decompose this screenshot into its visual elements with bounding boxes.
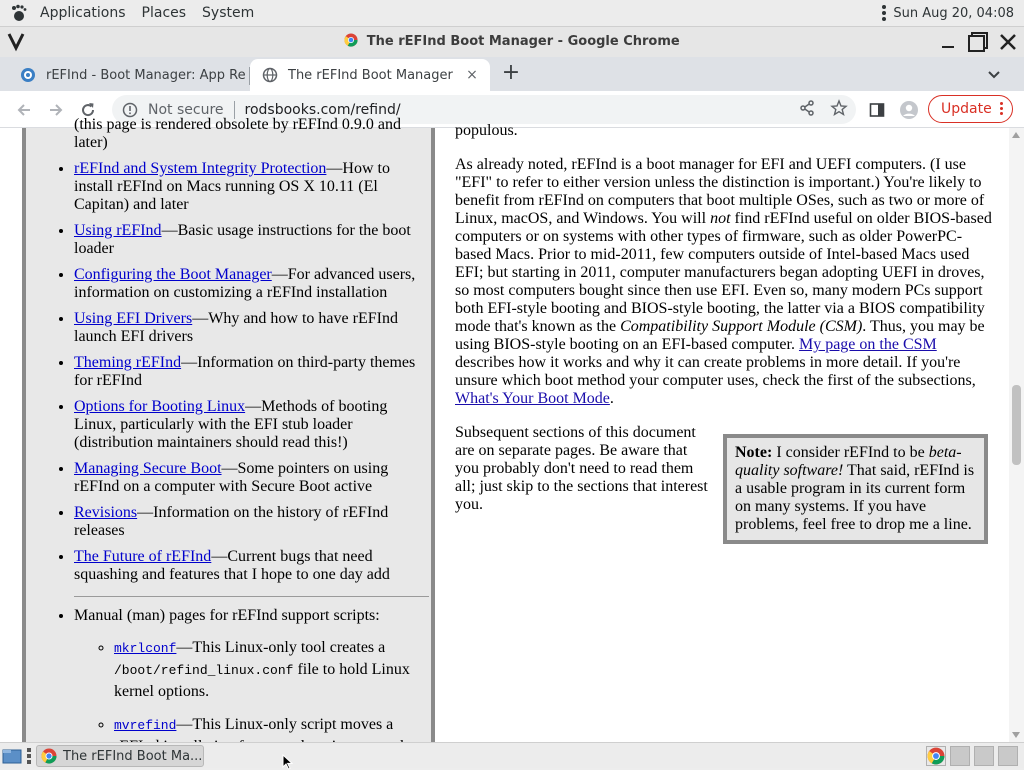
toc-item-text: —Information on the history of rEFInd releases (74, 504, 389, 539)
toc-link-revisions[interactable]: Revisions (74, 504, 138, 521)
subsequent-paragraph: Subsequent sections of this document are on separate pages. Be aware that you probably don't need to read them all; just skip to the sections that interest you. (455, 424, 708, 513)
toc-link-linux[interactable]: Options for Booting Linux (74, 398, 246, 415)
applications-menu[interactable]: Applications (40, 5, 126, 21)
tab-refind-boot-manager[interactable] (250, 59, 490, 91)
workspace-1[interactable] (950, 746, 970, 766)
taskbar-window-chrome[interactable] (36, 745, 204, 767)
toc-item-text: —How to install rEFInd on Macs running OS X 10.11 (El Capitan) and later (74, 160, 390, 213)
back-button[interactable] (13, 99, 35, 121)
chevron-down-icon[interactable] (986, 66, 1002, 82)
minimize-button[interactable] (936, 30, 960, 54)
chrome-icon (41, 748, 57, 764)
toc-item-text: —Information on third-party themes for rEFInd (74, 354, 416, 389)
toc-list (46, 116, 426, 769)
toc-link-future[interactable]: The Future of rEFInd (74, 548, 212, 565)
tray-chrome-icon[interactable] (926, 746, 946, 766)
close-window-button[interactable] (996, 30, 1020, 54)
drag-handle-icon[interactable] (27, 748, 32, 764)
script-text: —This Linux-only tool creates a (176, 639, 386, 656)
csm-page-link[interactable]: My page on the CSM (798, 336, 937, 353)
maximize-button[interactable] (966, 30, 990, 54)
toc-item (74, 398, 426, 452)
toc-link-using[interactable]: Using rEFInd (74, 222, 162, 239)
window-title (0, 33, 1024, 49)
toc-item (74, 354, 426, 390)
script-text: file to hold Linux kernel options. (114, 661, 410, 700)
close-tab-icon[interactable]: × (466, 67, 478, 83)
toc-item (74, 504, 426, 540)
kebab-menu-icon[interactable] (1000, 102, 1003, 115)
mouse-cursor-icon (282, 754, 294, 770)
update-button[interactable] (928, 95, 1013, 123)
page-scrollbar[interactable] (1009, 128, 1024, 742)
bottom-taskbar (0, 742, 1024, 768)
workspace-3[interactable] (998, 746, 1018, 766)
tab-strip (0, 57, 1024, 91)
toc-link-secureboot[interactable]: Managing Secure Boot (74, 460, 222, 477)
gnome-foot-icon[interactable] (6, 0, 32, 27)
profile-avatar-icon[interactable] (898, 99, 920, 121)
side-panel-icon[interactable] (866, 99, 888, 121)
page-viewport (0, 116, 1024, 742)
toc-item (74, 310, 426, 346)
toc-item-text: Manual (man) pages for rEFInd support scripts: (74, 607, 380, 624)
toc-item-man-pages (74, 607, 426, 757)
chrome-icon (344, 33, 358, 47)
toc-item-text: —Methods of booting Linux, particularly with the EFI stub loader (distribution maintainers should read this!) (74, 398, 388, 451)
update-label: Update (941, 101, 992, 117)
toc-item-text: —Why and how to have rEFInd launch EFI drivers (74, 310, 398, 345)
favicon-icon (20, 67, 36, 83)
paragraph-tail: populous. (455, 122, 518, 139)
emphasis: not (710, 210, 731, 227)
toc-link-sip[interactable]: rEFInd and System Integrity Protection (74, 160, 327, 177)
tab-title: The rEFInd Boot Manager (288, 67, 453, 83)
script-link-mkrlconf[interactable]: mkrlconf (114, 641, 177, 656)
panel-menu-icon[interactable] (879, 5, 889, 21)
security-label[interactable]: Not secure (148, 101, 224, 118)
script-list (74, 637, 426, 757)
toc-item (74, 222, 426, 258)
boot-mode-link[interactable]: What's Your Boot Mode (455, 390, 610, 407)
places-menu[interactable]: Places (141, 5, 187, 21)
toc-item-text: —Current bugs that need squashing and features that I hope to one day add (74, 548, 390, 583)
script-code: /boot/refind_linux.conf (114, 663, 294, 678)
bookmark-star-icon[interactable] (830, 99, 848, 117)
scroll-up-icon[interactable] (1012, 132, 1020, 138)
toc-item (74, 548, 426, 597)
top-panel (0, 0, 1024, 27)
toc-item (74, 160, 426, 214)
workspace-2[interactable] (974, 746, 994, 766)
emphasis: Compatibility Support Module (CSM) (620, 318, 863, 335)
workspace-switcher (926, 746, 1018, 766)
show-desktop-icon[interactable] (2, 747, 22, 765)
tab-refind-app[interactable] (8, 59, 250, 91)
intro-paragraph: As already noted, rEFInd is a boot manager for EFI and UEFI computers. (I use "EFI" to refer to either version unless the distinction is important.) You're likely to benefit from rEFInd on computers that boot multiple OSes, such as two or more of Linux, macOS, and Windows. You will not find rEFInd useful on older BIOS-based computers or on systems with other types of firmware, such as older PowerPC-based Macs. Prior to mid-2011, few computers outside of Intel-based Macs used EFI; but starting in 2011, computer manufacturers began adopting UEFI in droves, so most computers bought since then use EFI. Even so, many modern PCs support both EFI-style booting and BIOS-style booting, the latter via a BIOS compatibility mode that's known as the Compatibility Support Module (CSM). Thus, you may be using BIOS-style booting on an EFI-based computer. My page on the CSM describes how it works and why it can create problems in more detail. If you're unsure which boot method your computer uses, check the first of the subsections, What's Your Boot Mode. (455, 156, 992, 407)
scroll-thumb[interactable] (1012, 385, 1021, 465)
toc-item (74, 116, 426, 152)
taskbar-window-title: The rEFInd Boot Ma... (63, 748, 203, 764)
toc-item-text: —Some pointers on using rEFInd on a computer with Secure Boot active (74, 460, 389, 495)
system-menu[interactable]: System (202, 5, 255, 21)
script-link-mvrefind[interactable]: mvrefind (114, 718, 177, 733)
toc-link-drivers[interactable]: Using EFI Drivers (74, 310, 193, 327)
toc-item-text: —Basic usage instructions for the boot loader (74, 222, 411, 257)
url-text[interactable]: rodsbooks.com/refind/ (244, 101, 401, 118)
window-titlebar (0, 27, 1024, 57)
toc-item-text: (this page is rendered obsolete by rEFInd 0.9.0 and later) (74, 116, 402, 151)
globe-icon (262, 67, 278, 83)
toc-item (74, 266, 426, 302)
note-box: Note: I consider rEFInd to be beta-quality software! That said, rEFInd is a usable program in its current form on many systems. If you have problems, feel free to drop me a line. (723, 434, 988, 544)
script-item (114, 637, 426, 702)
toc-link-configuring[interactable]: Configuring the Boot Manager (74, 266, 272, 283)
toc-item-text: —For advanced users, information on customizing a rEFInd installation (74, 266, 416, 301)
script-text: —This Linux-only script moves a (176, 716, 394, 733)
divider (74, 596, 429, 597)
scroll-down-icon[interactable] (1012, 732, 1020, 738)
new-tab-button[interactable]: + (501, 60, 521, 85)
tab-title: rEFInd - Boot Manager: App Re (46, 67, 246, 83)
share-icon[interactable] (798, 99, 816, 117)
window-title-text: The rEFInd Boot Manager - Google Chrome (366, 34, 680, 49)
clock[interactable]: Sun Aug 20, 04:08 (893, 5, 1014, 21)
toc-sidebar (22, 116, 435, 742)
toc-link-theming[interactable]: Theming rEFInd (74, 354, 182, 371)
toc-item (74, 460, 426, 496)
note-label: Note: (735, 444, 773, 461)
